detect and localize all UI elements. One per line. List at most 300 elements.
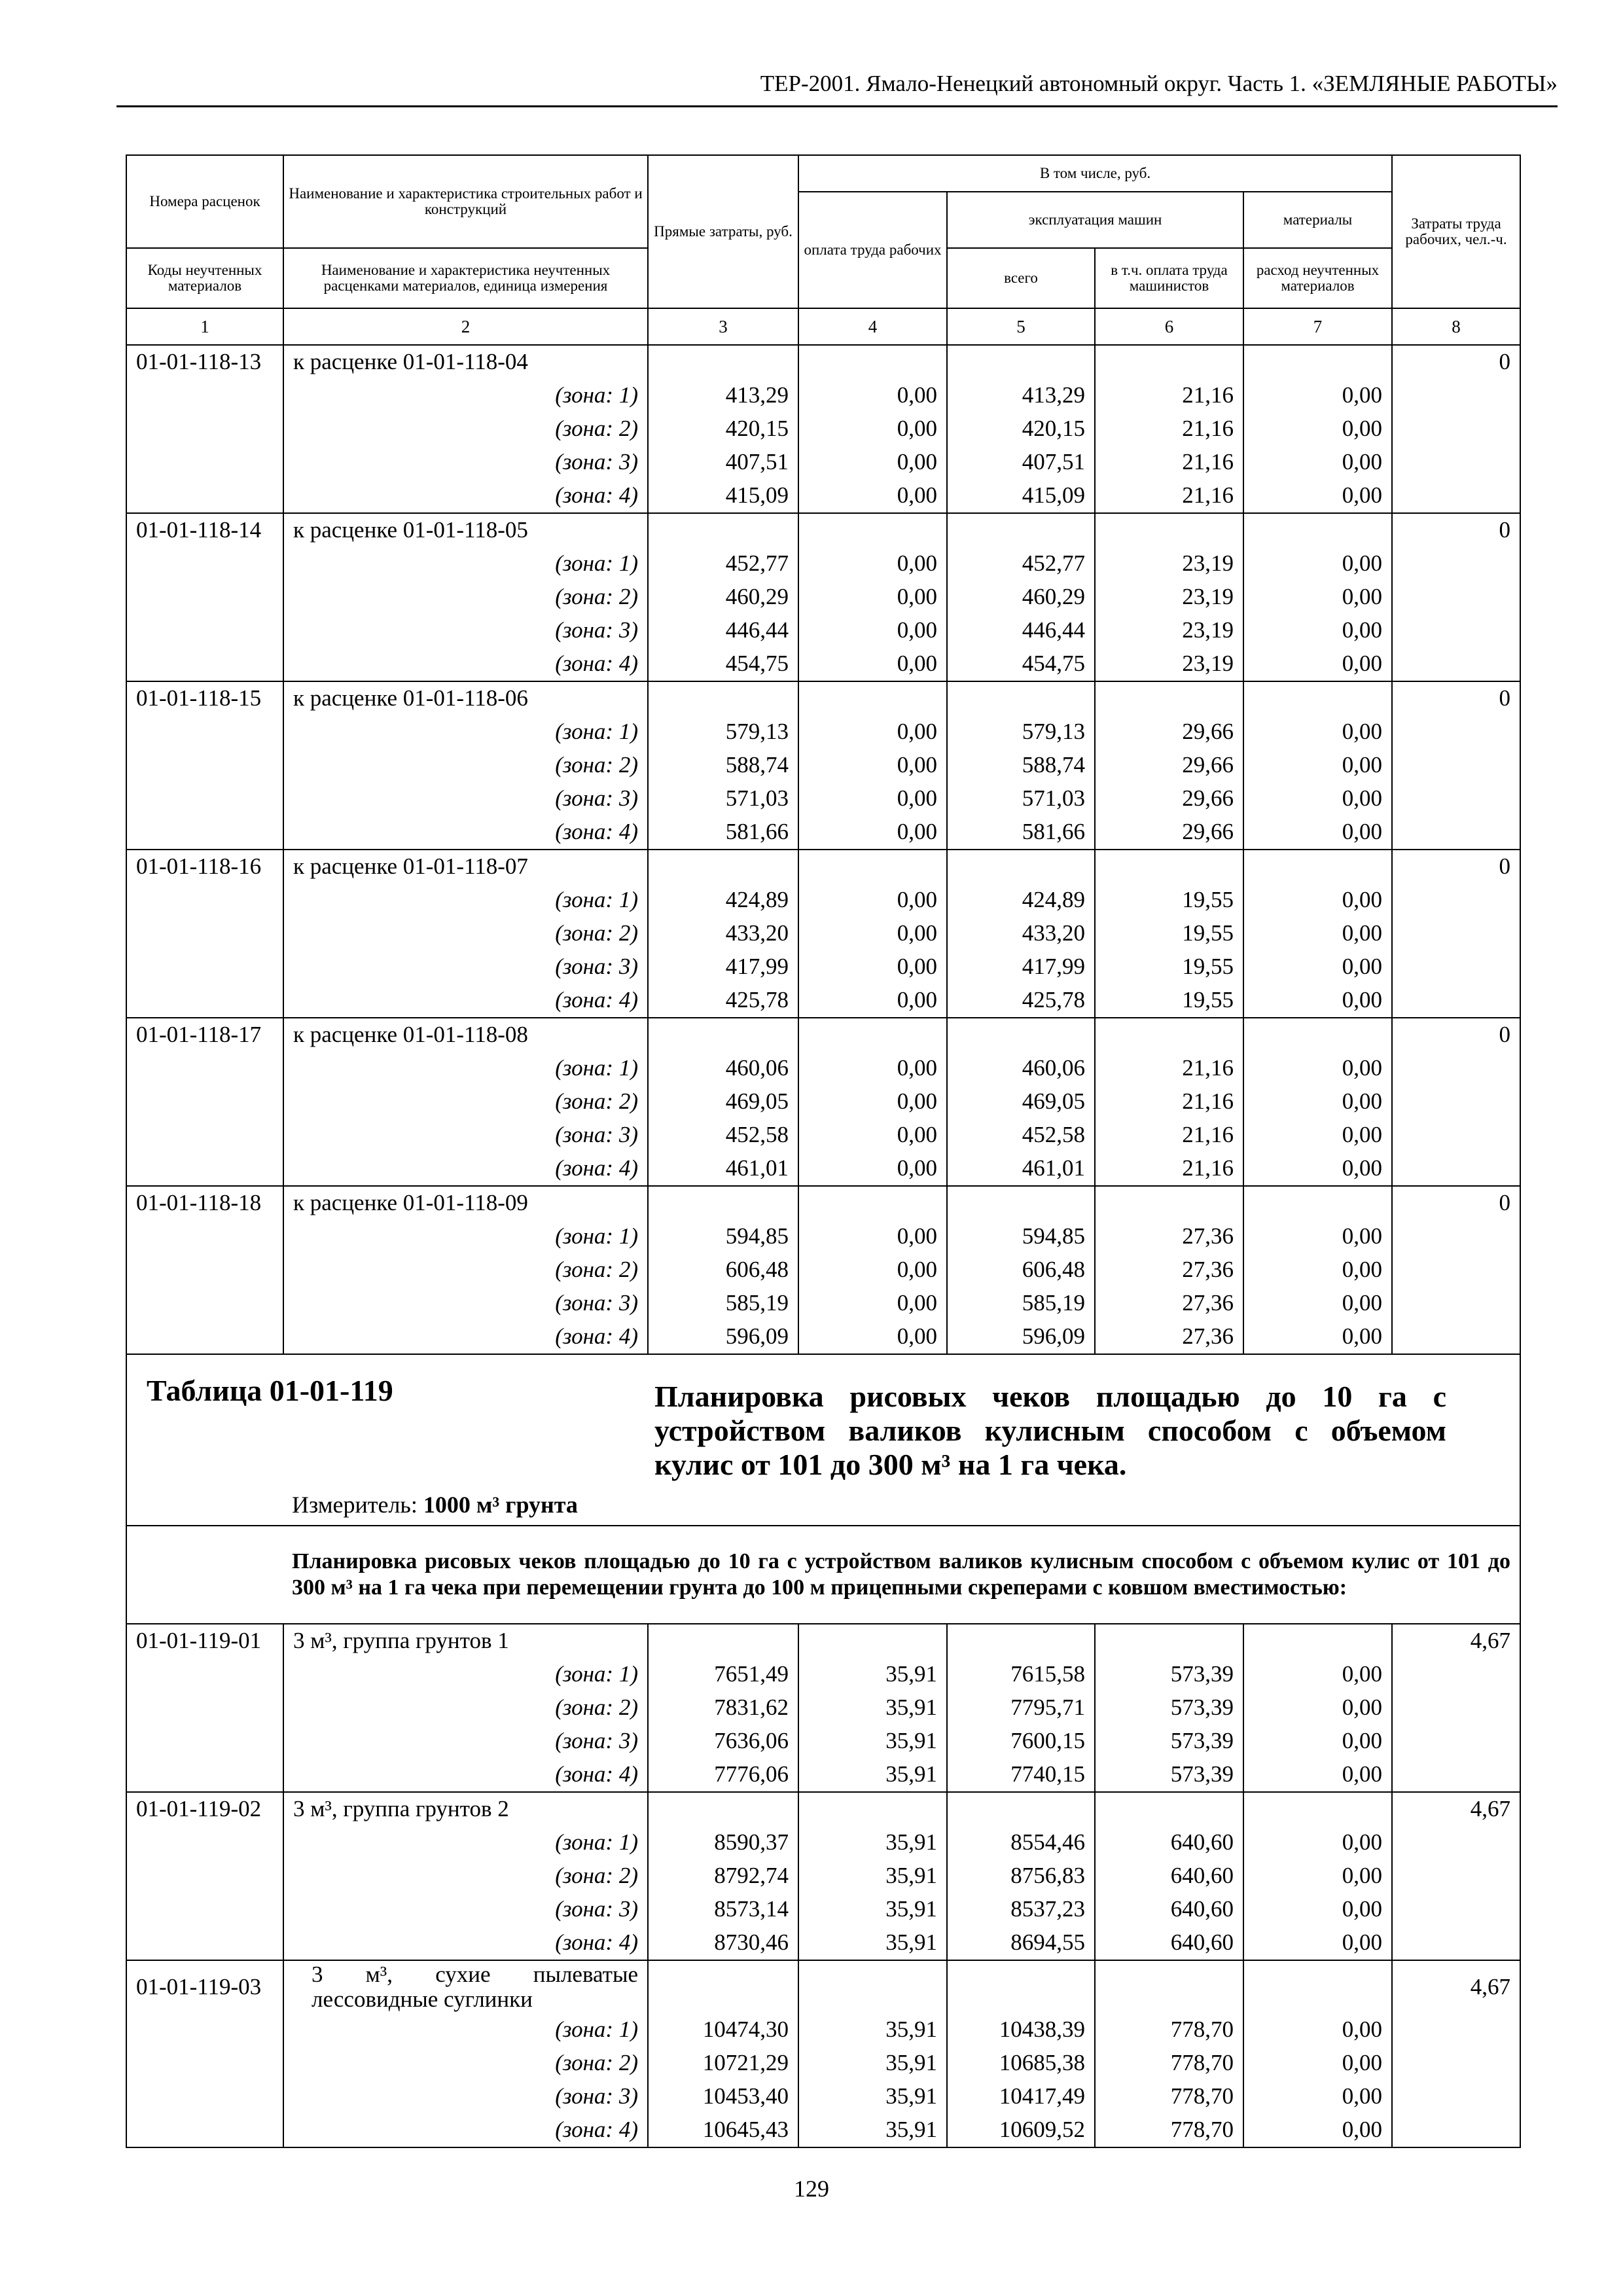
zone-row [126, 1220, 1520, 1253]
direct-costs: 452,77 [648, 547, 798, 581]
machines-total: 8694,55 [947, 1926, 1095, 1960]
rate-row [126, 1792, 1520, 1826]
empty-cell [947, 681, 1095, 715]
worker-wages: 0,00 [798, 1152, 947, 1186]
worker-wages: 0,00 [798, 782, 947, 816]
rate-code: 01-01-118-17 [126, 1018, 283, 1052]
operator-wages: 573,39 [1095, 1725, 1243, 1758]
machines-total: 433,20 [947, 917, 1095, 950]
zone-row [126, 647, 1520, 681]
direct-costs: 407,51 [648, 446, 798, 479]
rate-name: к расценке 01-01-118-09 [283, 1186, 648, 1220]
rate-name: к расценке 01-01-118-08 [283, 1018, 648, 1052]
operator-wages: 573,39 [1095, 1658, 1243, 1691]
empty-cell [126, 379, 283, 412]
zone-row [126, 1725, 1520, 1758]
direct-costs: 579,13 [648, 715, 798, 749]
table-heading: Планировка рисовых чеков площадью до 10 га с устройством валиков кулисным способом с объемом кулис от 101 до 300 м³ на 1 га чека. [654, 1380, 1446, 1481]
worker-wages: 0,00 [798, 581, 947, 614]
materials-cost: 0,00 [1243, 614, 1392, 647]
empty-cell [798, 345, 947, 379]
empty-cell [126, 2113, 283, 2147]
materials-cost: 0,00 [1243, 1926, 1392, 1960]
direct-costs: 460,06 [648, 1052, 798, 1085]
operator-wages: 27,36 [1095, 1320, 1243, 1354]
empty-cell [126, 581, 283, 614]
zone-row [126, 1253, 1520, 1287]
rate-code: 01-01-118-16 [126, 850, 283, 884]
materials-cost: 0,00 [1243, 547, 1392, 581]
zone-label: (зона: 3) [283, 614, 648, 647]
direct-costs: 420,15 [648, 412, 798, 446]
zone-row [126, 816, 1520, 850]
direct-costs: 8792,74 [648, 1859, 798, 1893]
empty-cell [1392, 816, 1520, 850]
materials-cost: 0,00 [1243, 581, 1392, 614]
empty-cell [947, 1960, 1095, 2013]
empty-cell [1392, 715, 1520, 749]
zone-label: (зона: 4) [283, 479, 648, 513]
machines-total: 581,66 [947, 816, 1095, 850]
col-rate-number-header: Номера расценок [126, 155, 283, 248]
col-number-4: 4 [798, 308, 947, 345]
empty-cell [1243, 1792, 1392, 1826]
materials-cost: 0,00 [1243, 917, 1392, 950]
machines-total: 588,74 [947, 749, 1095, 782]
empty-cell [1392, 547, 1520, 581]
rate-name: 3 м³, группа грунтов 2 [283, 1792, 648, 1826]
operator-wages: 21,16 [1095, 412, 1243, 446]
zone-label: (зона: 4) [283, 2113, 648, 2147]
labor-cost: 4,67 [1392, 1792, 1520, 1826]
empty-cell [1243, 513, 1392, 547]
machines-total: 461,01 [947, 1152, 1095, 1186]
materials-cost: 0,00 [1243, 782, 1392, 816]
empty-cell [1392, 1220, 1520, 1253]
empty-cell [126, 917, 283, 950]
direct-costs: 415,09 [648, 479, 798, 513]
zone-row [126, 547, 1520, 581]
zone-label: (зона: 1) [283, 715, 648, 749]
zone-label: (зона: 1) [283, 1220, 648, 1253]
materials-cost: 0,00 [1243, 1253, 1392, 1287]
empty-cell [648, 681, 798, 715]
empty-cell [947, 1018, 1095, 1052]
empty-cell [1392, 984, 1520, 1018]
materials-cost: 0,00 [1243, 1859, 1392, 1893]
empty-cell [1392, 1085, 1520, 1119]
machines-total: 452,58 [947, 1119, 1095, 1152]
worker-wages: 35,91 [798, 2113, 947, 2147]
rate-code: 01-01-119-02 [126, 1792, 283, 1826]
operator-wages: 19,55 [1095, 884, 1243, 917]
zone-row [126, 2047, 1520, 2080]
worker-wages: 0,00 [798, 1085, 947, 1119]
zone-row [126, 782, 1520, 816]
machines-total: 10609,52 [947, 2113, 1095, 2147]
empty-cell [1392, 2013, 1520, 2047]
machines-total: 594,85 [947, 1220, 1095, 1253]
materials-cost: 0,00 [1243, 816, 1392, 850]
direct-costs: 8590,37 [648, 1826, 798, 1859]
materials-cost: 0,00 [1243, 950, 1392, 984]
empty-cell [1095, 1186, 1243, 1220]
worker-wages: 0,00 [798, 715, 947, 749]
zone-row [126, 581, 1520, 614]
table-header [126, 155, 1520, 345]
header-rule [116, 105, 1558, 107]
rate-code: 01-01-118-14 [126, 513, 283, 547]
worker-wages: 0,00 [798, 917, 947, 950]
zone-row [126, 379, 1520, 412]
zone-row [126, 446, 1520, 479]
zone-label: (зона: 2) [283, 1859, 648, 1893]
rate-name: к расценке 01-01-118-07 [283, 850, 648, 884]
machines-total: 452,77 [947, 547, 1095, 581]
zone-label: (зона: 2) [283, 412, 648, 446]
col-direct-costs-header: Прямые затраты, руб. [648, 155, 798, 308]
zone-label: (зона: 4) [283, 1320, 648, 1354]
operator-wages: 29,66 [1095, 816, 1243, 850]
operator-wages: 29,66 [1095, 782, 1243, 816]
empty-cell [798, 1792, 947, 1826]
empty-cell [126, 1152, 283, 1186]
zone-label: (зона: 4) [283, 647, 648, 681]
empty-cell [126, 1052, 283, 1085]
empty-cell [1392, 1152, 1520, 1186]
empty-cell [1392, 782, 1520, 816]
operator-wages: 778,70 [1095, 2047, 1243, 2080]
machines-total: 596,09 [947, 1320, 1095, 1354]
col-number-1: 1 [126, 308, 283, 345]
zone-row [126, 1893, 1520, 1926]
materials-cost: 0,00 [1243, 1893, 1392, 1926]
empty-cell [1392, 1758, 1520, 1792]
rate-code: 01-01-118-13 [126, 345, 283, 379]
empty-cell [126, 715, 283, 749]
empty-cell [798, 1624, 947, 1658]
rate-row [126, 1960, 1520, 2013]
machines-total: 425,78 [947, 984, 1095, 1018]
empty-cell [1392, 1691, 1520, 1725]
direct-costs: 588,74 [648, 749, 798, 782]
zone-row [126, 1119, 1520, 1152]
worker-wages: 35,91 [798, 1758, 947, 1792]
zone-row [126, 1691, 1520, 1725]
worker-wages: 0,00 [798, 1119, 947, 1152]
materials-cost: 0,00 [1243, 1691, 1392, 1725]
machines-total: 8537,23 [947, 1893, 1095, 1926]
empty-cell [126, 1085, 283, 1119]
rate-name: к расценке 01-01-118-05 [283, 513, 648, 547]
zone-label: (зона: 2) [283, 2047, 648, 2080]
direct-costs: 596,09 [648, 1320, 798, 1354]
labor-cost: 0 [1392, 1018, 1520, 1052]
machines-total: 424,89 [947, 884, 1095, 917]
empty-cell [1095, 1018, 1243, 1052]
direct-costs: 585,19 [648, 1287, 798, 1320]
empty-cell [1392, 1253, 1520, 1287]
col-number-3: 3 [648, 308, 798, 345]
empty-cell [126, 2080, 283, 2113]
zone-row [126, 984, 1520, 1018]
direct-costs: 8730,46 [648, 1926, 798, 1960]
materials-cost: 0,00 [1243, 647, 1392, 681]
zone-label: (зона: 3) [283, 950, 648, 984]
zone-row [126, 412, 1520, 446]
zone-label: (зона: 3) [283, 1287, 648, 1320]
operator-wages: 29,66 [1095, 749, 1243, 782]
zone-label: (зона: 3) [283, 446, 648, 479]
zone-row [126, 1320, 1520, 1354]
col-number-7: 7 [1243, 308, 1392, 345]
direct-costs: 461,01 [648, 1152, 798, 1186]
worker-wages: 0,00 [798, 1320, 947, 1354]
operator-wages: 23,19 [1095, 581, 1243, 614]
operator-wages: 23,19 [1095, 647, 1243, 681]
empty-cell [126, 1893, 283, 1926]
direct-costs: 10645,43 [648, 2113, 798, 2147]
zone-label: (зона: 2) [283, 1691, 648, 1725]
empty-cell [1392, 1859, 1520, 1893]
worker-wages: 0,00 [798, 984, 947, 1018]
col-number-5: 5 [947, 308, 1095, 345]
direct-costs: 446,44 [648, 614, 798, 647]
operator-wages: 23,19 [1095, 547, 1243, 581]
direct-costs: 7636,06 [648, 1725, 798, 1758]
empty-cell [947, 1186, 1095, 1220]
zone-label: (зона: 3) [283, 782, 648, 816]
zone-label: (зона: 1) [283, 2013, 648, 2047]
col-material-codes-header: Коды неучтенных материалов [126, 248, 283, 308]
labor-cost: 0 [1392, 850, 1520, 884]
zone-label: (зона: 3) [283, 1119, 648, 1152]
page-number: 129 [794, 2176, 829, 2202]
rate-name: к расценке 01-01-118-04 [283, 345, 648, 379]
worker-wages: 35,91 [798, 1691, 947, 1725]
empty-cell [1392, 581, 1520, 614]
materials-cost: 0,00 [1243, 2047, 1392, 2080]
operator-wages: 640,60 [1095, 1826, 1243, 1859]
empty-cell [1392, 1287, 1520, 1320]
empty-cell [126, 1725, 283, 1758]
direct-costs: 7651,49 [648, 1658, 798, 1691]
unit-line [292, 1492, 578, 1518]
direct-costs: 571,03 [648, 782, 798, 816]
zone-label: (зона: 3) [283, 1725, 648, 1758]
empty-cell [126, 547, 283, 581]
empty-cell [798, 1186, 947, 1220]
direct-costs: 7776,06 [648, 1758, 798, 1792]
col-machines-header: эксплуатация машин [947, 192, 1243, 248]
empty-cell [126, 1926, 283, 1960]
empty-cell [648, 1792, 798, 1826]
machines-total: 10438,39 [947, 2013, 1095, 2047]
empty-cell [126, 479, 283, 513]
empty-cell [126, 412, 283, 446]
empty-cell [1095, 1792, 1243, 1826]
worker-wages: 0,00 [798, 816, 947, 850]
labor-cost: 0 [1392, 1186, 1520, 1220]
running-header: ТЕР-2001. Ямало-Ненецкий автономный округ. Часть 1. «ЗЕМЛЯНЫЕ РАБОТЫ» [760, 71, 1558, 96]
empty-cell [1392, 950, 1520, 984]
materials-cost: 0,00 [1243, 1085, 1392, 1119]
materials-cost: 0,00 [1243, 1758, 1392, 1792]
rates-section-118 [126, 345, 1520, 1354]
empty-cell [947, 1624, 1095, 1658]
empty-cell [1392, 379, 1520, 412]
zone-label: (зона: 1) [283, 884, 648, 917]
col-number-8: 8 [1392, 308, 1520, 345]
materials-cost: 0,00 [1243, 446, 1392, 479]
table-title-block [126, 1354, 1520, 1526]
rate-row [126, 1186, 1520, 1220]
empty-cell [1392, 446, 1520, 479]
empty-cell [947, 345, 1095, 379]
empty-cell [1392, 1826, 1520, 1859]
direct-costs: 433,20 [648, 917, 798, 950]
materials-cost: 0,00 [1243, 412, 1392, 446]
col-labor-costs-header: Затраты труда рабочих, чел.-ч. [1392, 155, 1520, 308]
rate-code: 01-01-119-01 [126, 1624, 283, 1658]
empty-cell [1095, 513, 1243, 547]
zone-row [126, 917, 1520, 950]
empty-cell [126, 782, 283, 816]
materials-cost: 0,00 [1243, 379, 1392, 412]
zone-row [126, 2013, 1520, 2047]
zone-row [126, 950, 1520, 984]
machines-total: 460,29 [947, 581, 1095, 614]
col-machines-total-header: всего [947, 248, 1095, 308]
direct-costs: 413,29 [648, 379, 798, 412]
empty-cell [126, 1320, 283, 1354]
labor-cost: 0 [1392, 513, 1520, 547]
direct-costs: 424,89 [648, 884, 798, 917]
operator-wages: 778,70 [1095, 2080, 1243, 2113]
empty-cell [126, 647, 283, 681]
empty-cell [1243, 1186, 1392, 1220]
machines-total: 7740,15 [947, 1758, 1095, 1792]
machines-total: 454,75 [947, 647, 1095, 681]
rate-code: 01-01-119-03 [126, 1960, 283, 2013]
empty-cell [1392, 1893, 1520, 1926]
machines-total: 469,05 [947, 1085, 1095, 1119]
direct-costs: 425,78 [648, 984, 798, 1018]
empty-cell [1392, 749, 1520, 782]
direct-costs: 417,99 [648, 950, 798, 984]
zone-row [126, 479, 1520, 513]
worker-wages: 0,00 [798, 647, 947, 681]
empty-cell [1392, 917, 1520, 950]
worker-wages: 0,00 [798, 1253, 947, 1287]
zone-label: (зона: 1) [283, 1052, 648, 1085]
worker-wages: 0,00 [798, 547, 947, 581]
direct-costs: 452,58 [648, 1119, 798, 1152]
empty-cell [648, 1960, 798, 2013]
operator-wages: 640,60 [1095, 1859, 1243, 1893]
direct-costs: 469,05 [648, 1085, 798, 1119]
empty-cell [1392, 2047, 1520, 2080]
rates-table [126, 154, 1521, 2148]
zone-label: (зона: 4) [283, 984, 648, 1018]
worker-wages: 35,91 [798, 1658, 947, 1691]
table-label: Таблица 01-01-119 [147, 1374, 393, 1407]
zone-label: (зона: 4) [283, 816, 648, 850]
materials-cost: 0,00 [1243, 479, 1392, 513]
zone-label: (зона: 3) [283, 2080, 648, 2113]
empty-cell [126, 1253, 283, 1287]
empty-cell [947, 850, 1095, 884]
zone-label: (зона: 2) [283, 917, 648, 950]
rate-row [126, 1624, 1520, 1658]
zone-row [126, 1859, 1520, 1893]
zone-label: (зона: 2) [283, 1253, 648, 1287]
operator-wages: 27,36 [1095, 1253, 1243, 1287]
empty-cell [1392, 614, 1520, 647]
zone-row [126, 1052, 1520, 1085]
materials-cost: 0,00 [1243, 1320, 1392, 1354]
worker-wages: 35,91 [798, 1859, 947, 1893]
operator-wages: 640,60 [1095, 1926, 1243, 1960]
operator-wages: 778,70 [1095, 2113, 1243, 2147]
rate-name: 3 м³, сухие пылеватые лессовидные суглинки [283, 1960, 648, 2013]
empty-cell [126, 1220, 283, 1253]
empty-cell [1392, 1725, 1520, 1758]
table-subheading: Планировка рисовых чеков площадью до 10 га с устройством валиков кулисным способом с объемом кулис от 101 до 300 м³ на 1 га чека при перемещении грунта до 100 м прицепными скреперами с ковшом вместимостью: [126, 1526, 1520, 1624]
materials-cost: 0,00 [1243, 1287, 1392, 1320]
empty-cell [1243, 345, 1392, 379]
empty-cell [126, 1826, 283, 1859]
direct-costs: 460,29 [648, 581, 798, 614]
worker-wages: 35,91 [798, 2013, 947, 2047]
machines-total: 417,99 [947, 950, 1095, 984]
empty-cell [648, 1018, 798, 1052]
machines-total: 7795,71 [947, 1691, 1095, 1725]
worker-wages: 35,91 [798, 1725, 947, 1758]
zone-row [126, 884, 1520, 917]
operator-wages: 21,16 [1095, 1085, 1243, 1119]
machines-total: 8554,46 [947, 1826, 1095, 1859]
empty-cell [1392, 647, 1520, 681]
empty-cell [1243, 1960, 1392, 2013]
machines-total: 7600,15 [947, 1725, 1095, 1758]
rate-row [126, 513, 1520, 547]
empty-cell [1392, 1320, 1520, 1354]
worker-wages: 35,91 [798, 2080, 947, 2113]
empty-cell [1392, 2113, 1520, 2147]
labor-cost: 4,67 [1392, 1624, 1520, 1658]
empty-cell [126, 884, 283, 917]
materials-cost: 0,00 [1243, 1725, 1392, 1758]
zone-label: (зона: 2) [283, 749, 648, 782]
machines-total: 413,29 [947, 379, 1095, 412]
empty-cell [126, 816, 283, 850]
rates-section-119 [126, 1624, 1520, 2147]
empty-cell [798, 513, 947, 547]
empty-cell [798, 1960, 947, 2013]
empty-cell [126, 1658, 283, 1691]
worker-wages: 0,00 [798, 950, 947, 984]
machines-total: 606,48 [947, 1253, 1095, 1287]
col-operator-wages-header: в т.ч. оплата труда машинистов [1095, 248, 1243, 308]
operator-wages: 573,39 [1095, 1758, 1243, 1792]
empty-cell [947, 1792, 1095, 1826]
direct-costs: 10453,40 [648, 2080, 798, 2113]
rate-code: 01-01-118-15 [126, 681, 283, 715]
materials-cost: 0,00 [1243, 2113, 1392, 2147]
empty-cell [648, 513, 798, 547]
rate-code: 01-01-118-18 [126, 1186, 283, 1220]
